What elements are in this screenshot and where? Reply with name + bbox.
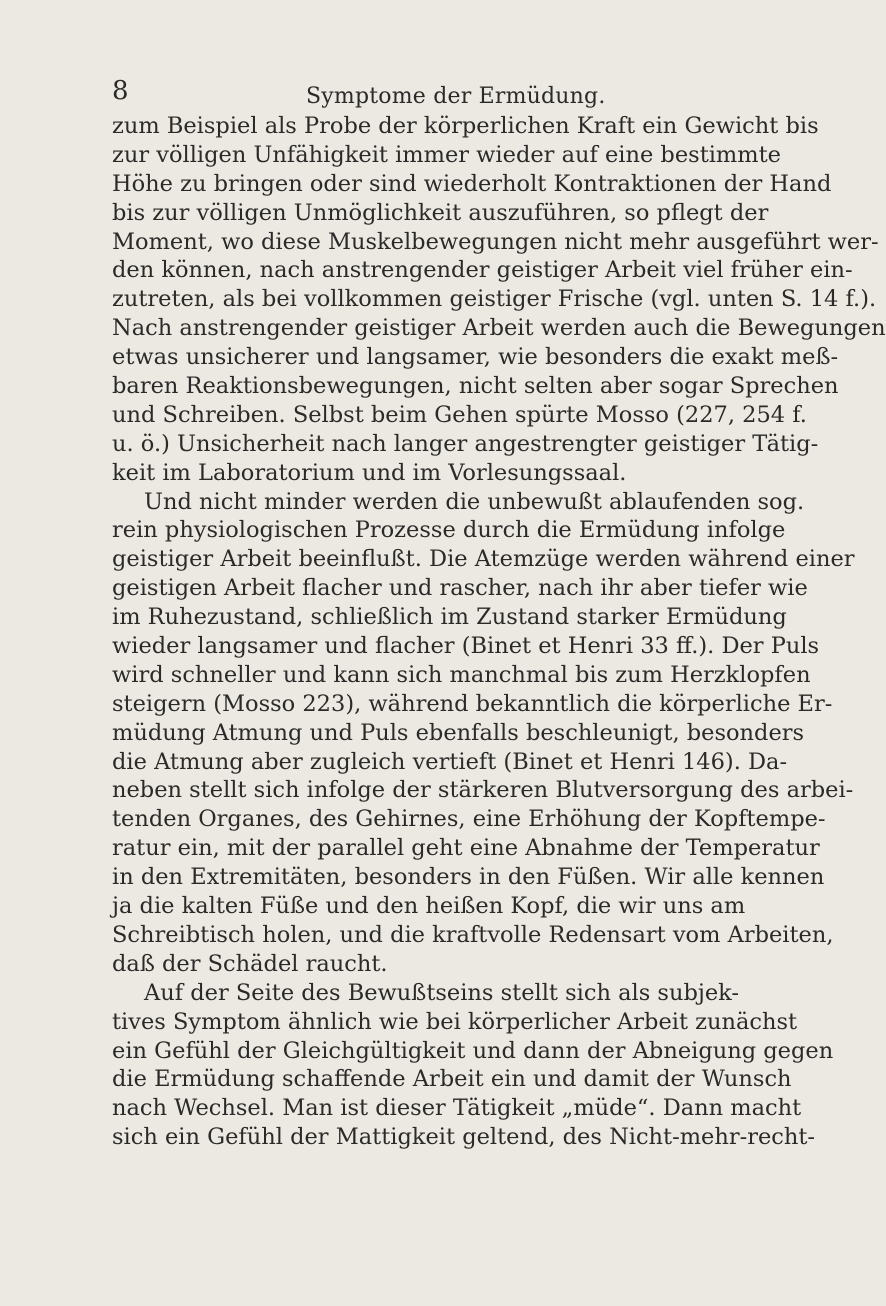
text-line: neben stellt sich infolge der stärkeren Blutversorgung des arbei- xyxy=(112,777,854,804)
text-line: zum Beispiel als Probe der körperlichen Kraft ein Gewicht bis xyxy=(112,113,819,139)
text-line: steigern (Mosso 223), während bekanntlich die körperliche Er- xyxy=(112,690,833,717)
running-head: Symptome der Ermüdung. xyxy=(306,84,606,109)
text-line: rein physiologischen Prozesse durch die Ermüdung infolge xyxy=(112,517,786,544)
text-line: bis zur völligen Unmöglichkeit auszuführen, so pflegt der xyxy=(112,199,769,226)
text-line: Schreibtisch holen, und die kraftvolle Redensart vom Arbeiten, xyxy=(112,921,834,948)
text-line: daß der Schädel raucht. xyxy=(112,950,388,977)
text-line: wieder langsamer und flacher (Binet et Henri 33 ff.). Der Puls xyxy=(112,633,820,660)
page-number: 8 xyxy=(112,76,129,106)
text-line: zutreten, als bei vollkommen geistiger Frische (vgl. unten S. 14 f.). xyxy=(112,286,877,313)
text-line: Und nicht minder werden die unbewußt ablaufenden sog. xyxy=(144,488,805,515)
text-line: wird schneller und kann sich manchmal bis zum Herzklopfen xyxy=(112,661,811,688)
text-line: in den Extremitäten, besonders in den Füßen. Wir alle kennen xyxy=(112,864,825,891)
text-line: die Ermüdung schaffende Arbeit ein und damit der Wunsch xyxy=(112,1066,792,1093)
text-line: den können, nach anstrengender geistiger Arbeit viel früher ein- xyxy=(112,257,853,284)
text-line: tenden Organes, des Gehirnes, eine Erhöhung der Kopftempe- xyxy=(112,806,826,833)
page-header xyxy=(0,76,800,116)
text-line: Moment, wo diese Muskelbewegungen nicht mehr ausgeführt wer- xyxy=(112,228,879,255)
text-line: Höhe zu bringen oder sind wiederholt Kontraktionen der Hand xyxy=(112,170,832,197)
text-line: geistiger Arbeit beeinflußt. Die Atemzüge werden während einer xyxy=(112,546,855,573)
text-line: keit im Laboratorium und im Vorlesungssaal. xyxy=(112,459,627,486)
text-line: und Schreiben. Selbst beim Gehen spürte Mosso (227, 254 f. xyxy=(112,401,807,428)
text-line: Auf der Seite des Bewußtseins stellt sich als subjek- xyxy=(144,979,739,1006)
text-line: müdung Atmung und Puls ebenfalls beschleunigt, besonders xyxy=(112,719,805,746)
text-line: die Atmung aber zugleich vertieft (Binet et Henri 146). Da- xyxy=(112,748,788,775)
text-line: im Ruhezustand, schließlich im Zustand starker Ermüdung xyxy=(112,604,787,631)
text-line: ja die kalten Füße und den heißen Kopf, die wir uns am xyxy=(112,893,746,920)
text-line: tives Symptom ähnlich wie bei körperlicher Arbeit zunächst xyxy=(112,1008,798,1035)
text-line: Nach anstrengender geistiger Arbeit werden auch die Bewegungen xyxy=(112,315,886,342)
text-line: etwas unsicherer und langsamer, wie besonders die exakt meß- xyxy=(112,344,839,371)
body-text xyxy=(112,112,886,1152)
text-line: ratur ein, mit der parallel geht eine Abnahme der Temperatur xyxy=(112,835,820,862)
text-line: geistigen Arbeit flacher und rascher, nach ihr aber tiefer wie xyxy=(112,575,808,602)
text-line: u. ö.) Unsicherheit nach langer angestrengter geistiger Tätig- xyxy=(112,430,819,457)
text-line: zur völligen Unfähigkeit immer wieder auf eine bestimmte xyxy=(112,141,781,168)
text-line: sich ein Gefühl der Mattigkeit geltend, des Nicht-mehr-recht- xyxy=(112,1124,816,1151)
text-line: baren Reaktionsbewegungen, nicht selten aber sogar Sprechen xyxy=(112,373,839,400)
text-line: nach Wechsel. Man ist dieser Tätigkeit „müde“. Dann macht xyxy=(112,1095,802,1122)
text-line: ein Gefühl der Gleichgültigkeit und dann der Abneigung gegen xyxy=(112,1037,834,1064)
